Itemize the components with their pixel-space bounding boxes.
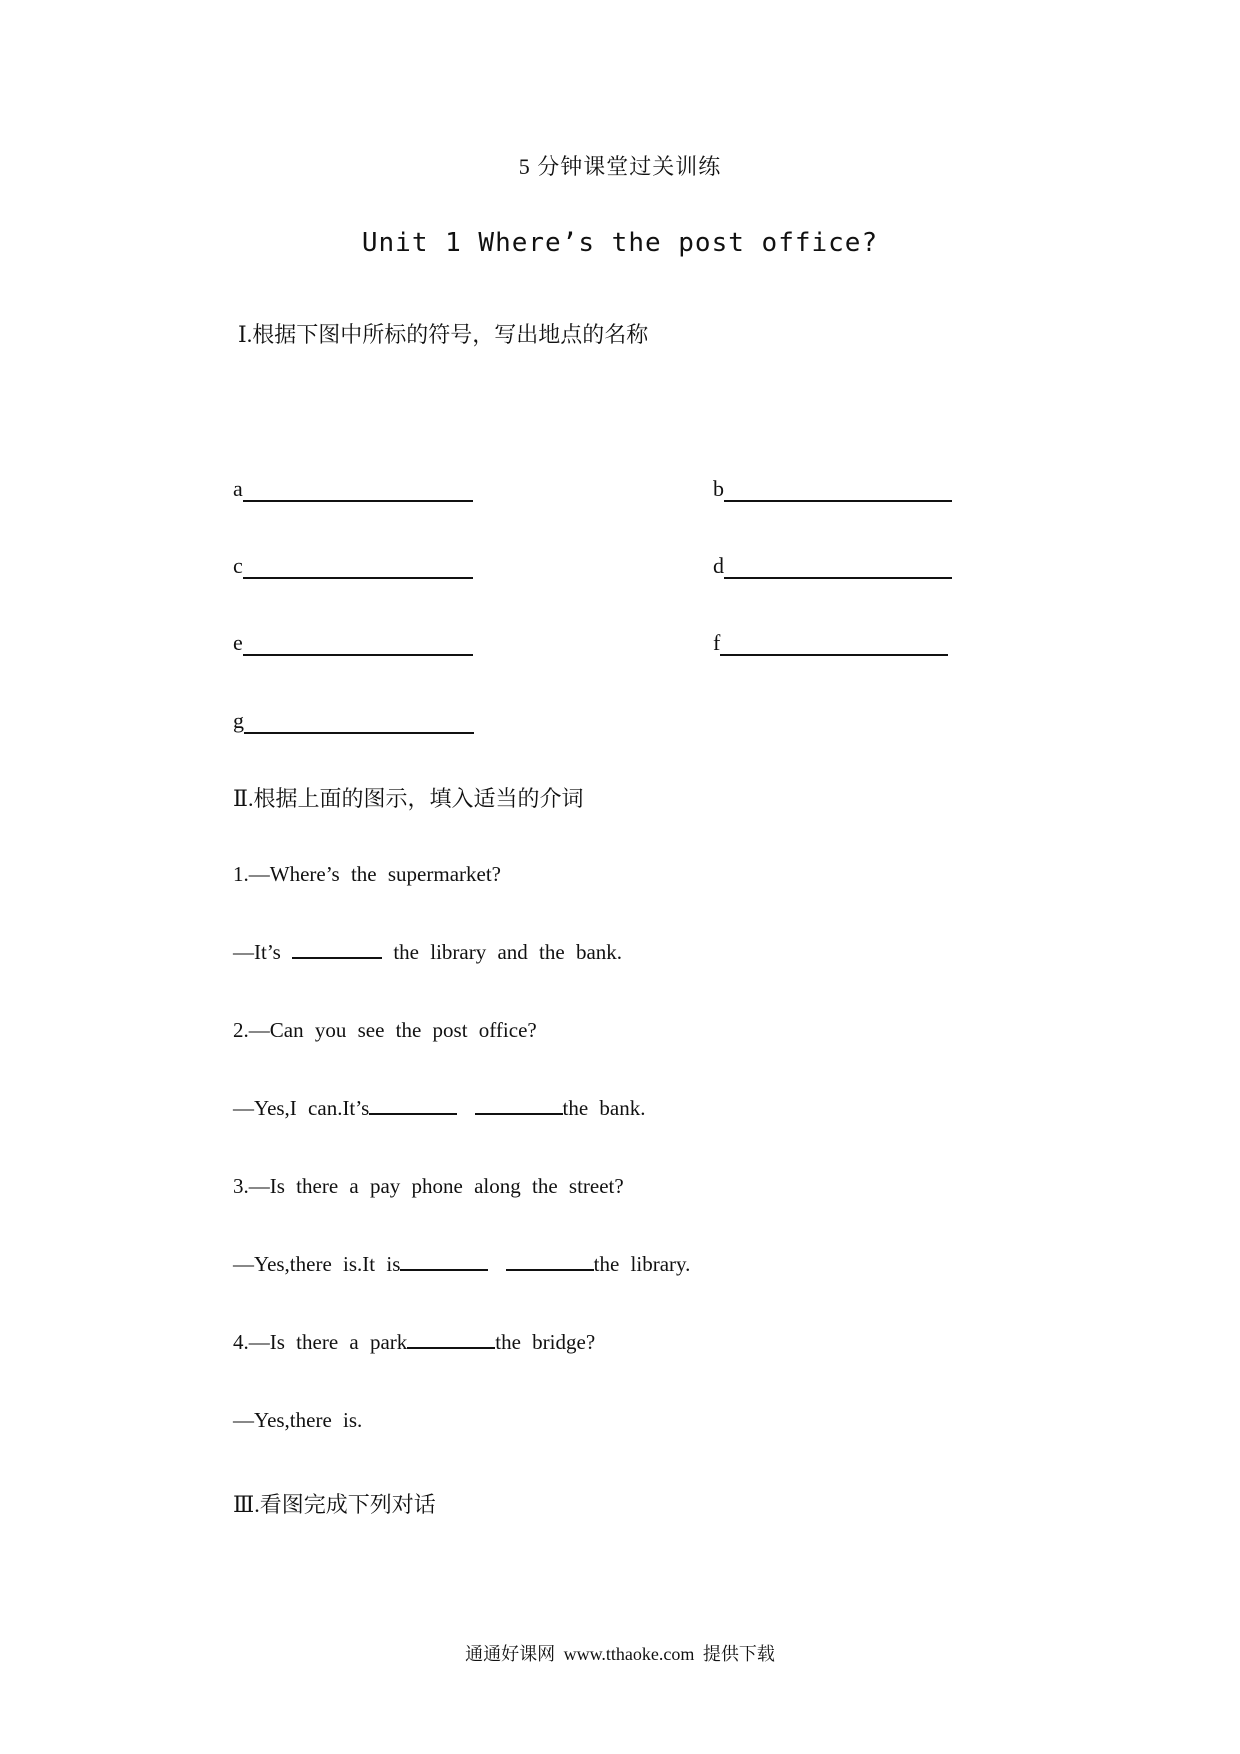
question-4-answer: —Yes,there is. — [233, 1408, 363, 1432]
answer-suffix: the library. — [593, 1252, 691, 1276]
blank-a[interactable] — [233, 476, 473, 502]
section-3-heading: Ⅲ.看图完成下列对话 — [233, 1492, 436, 1517]
answer-prefix: —Yes,I can.It’s — [233, 1096, 370, 1120]
answer-blank[interactable] — [369, 1097, 457, 1115]
blank-label: c — [233, 553, 243, 578]
section-2-heading: Ⅱ.根据上面的图示，填入适当的介词 — [233, 786, 584, 811]
answer-blank[interactable] — [292, 941, 382, 959]
answer-line[interactable] — [243, 636, 473, 656]
page-title: Unit 1 Where’s the post office? — [361, 228, 879, 258]
answer-suffix: the bank. — [562, 1096, 646, 1120]
blank-b[interactable] — [713, 476, 952, 502]
question-3-answer — [233, 1252, 690, 1277]
question-2: 2.—Can you see the post office? — [233, 1018, 537, 1042]
question-suffix: the bridge? — [495, 1330, 596, 1354]
blank-label: f — [713, 630, 721, 655]
blank-label: e — [233, 630, 243, 655]
question-1: 1.—Where’s the supermarket? — [233, 862, 501, 886]
answer-blank[interactable] — [407, 1331, 495, 1349]
question-prefix: 4.—Is there a park — [233, 1330, 408, 1354]
answer-line[interactable] — [243, 482, 473, 502]
blank-g[interactable] — [233, 708, 474, 734]
question-1-answer — [233, 940, 622, 965]
footer-text: 通通好课网 www.tthaoke.com 提供下载 — [465, 1644, 775, 1664]
answer-line[interactable] — [724, 482, 952, 502]
question-4 — [233, 1330, 595, 1355]
answer-line[interactable] — [720, 636, 948, 656]
answer-line[interactable] — [724, 559, 952, 579]
question-2-answer — [233, 1096, 646, 1121]
answer-prefix: —It’s — [233, 940, 293, 964]
page-subtitle: 5 分钟课堂过关训练 — [518, 154, 722, 179]
blank-label: d — [713, 553, 724, 578]
question-3: 3.—Is there a pay phone along the street? — [233, 1174, 624, 1198]
blank-c[interactable] — [233, 553, 473, 579]
blank-d[interactable] — [713, 553, 952, 579]
blank-e[interactable] — [233, 630, 473, 656]
section-1-heading: Ⅰ.根据下图中所标的符号，写出地点的名称 — [238, 322, 649, 347]
answer-suffix: the library and the bank. — [393, 940, 623, 964]
blank-f[interactable] — [713, 630, 948, 656]
answer-blank[interactable] — [400, 1253, 488, 1271]
blank-label: b — [713, 476, 724, 501]
answer-prefix: —Yes,there is.It is — [233, 1252, 401, 1276]
blank-label: a — [233, 476, 243, 501]
blank-label: g — [233, 708, 244, 733]
answer-blank[interactable] — [506, 1253, 594, 1271]
answer-blank[interactable] — [475, 1097, 563, 1115]
answer-line[interactable] — [244, 714, 474, 734]
answer-line[interactable] — [243, 559, 473, 579]
